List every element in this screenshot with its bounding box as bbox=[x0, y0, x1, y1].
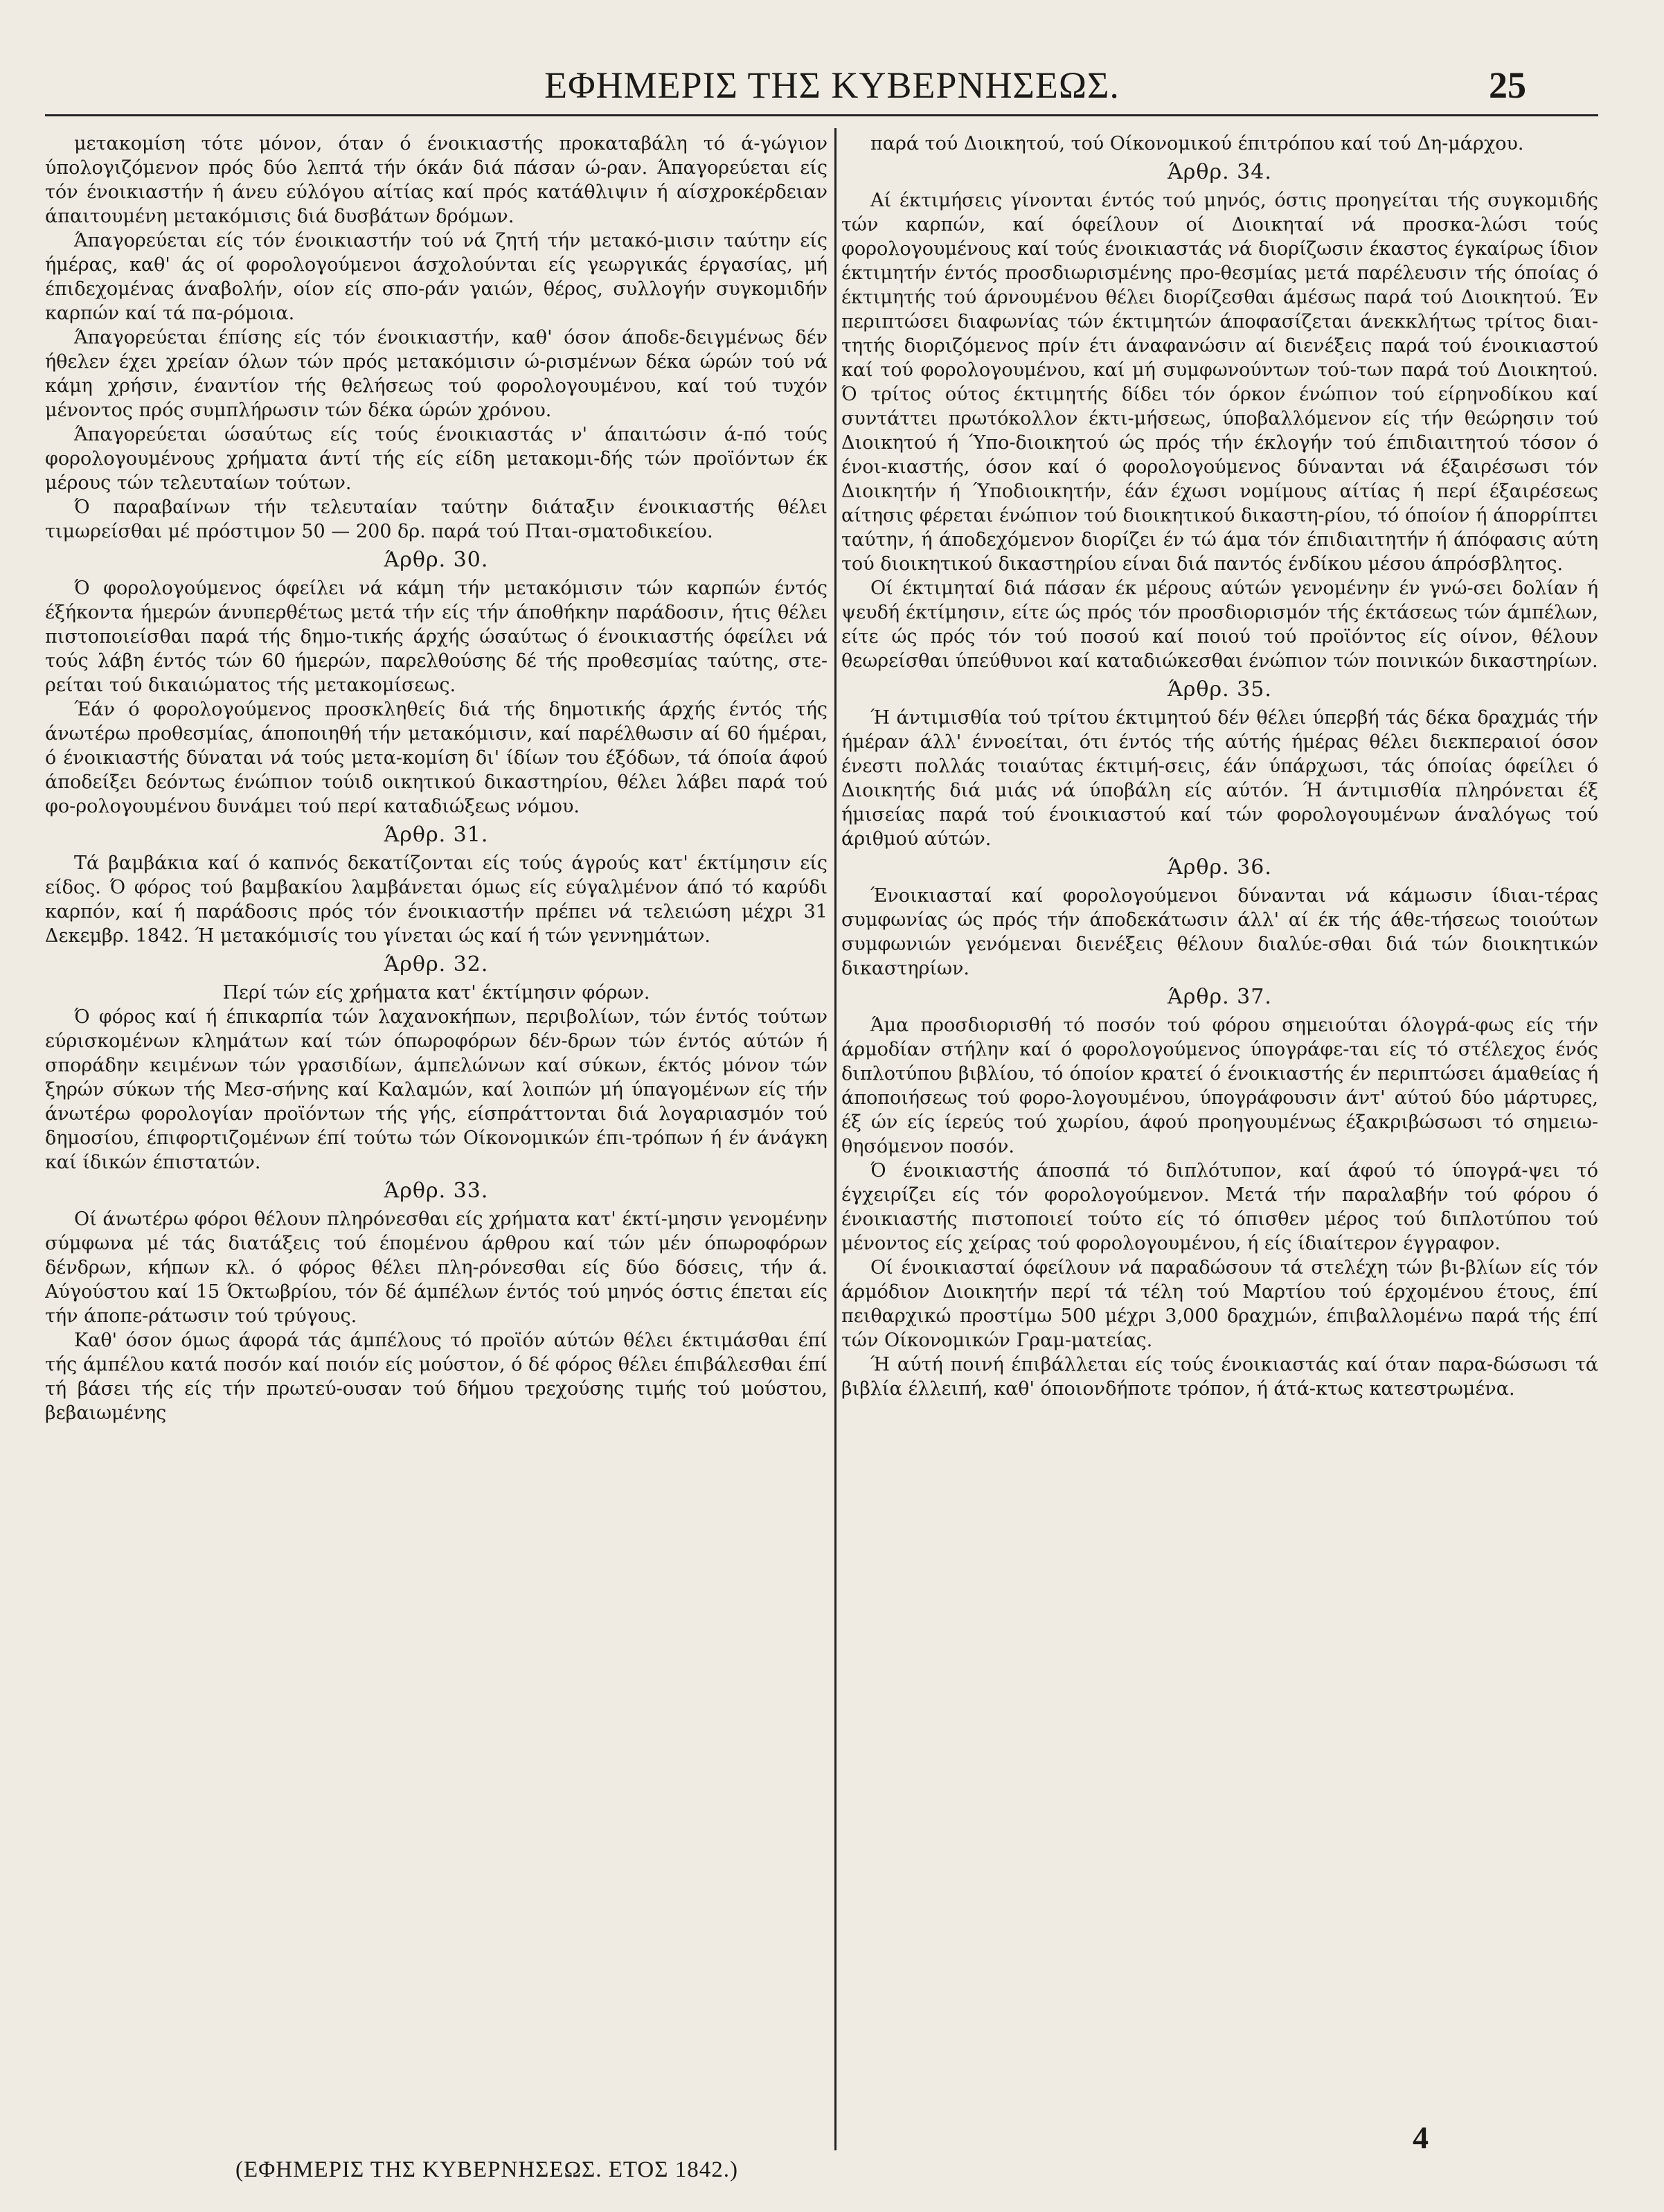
article-heading: Άρθρ. 30. bbox=[384, 548, 489, 572]
paragraph: Ό φόρος καί ή έπικαρπία τών λαχανοκήπων, περιβολίων, τών έντός τούτων εύρισκομένων κλημάτων καί τών όπωροφόρων δέν-δρων τών έντός αύτών ή σποράδην κειμένων τών γρασιδίων, άμπελώνων καί σύκων, έκτός μόνον τών ξηρών σύκων τής Μεσ-σήνης καί Καλαμών, καί λοιπών μή ύπαγομένων είς τήν άνωτέρω φορολογίαν προϊόντων τής γής, είσπράττονται διά λογαριασμόν τού δημοσίου, έπιφορτιζομένων έπί τούτω τών Οίκονομικών έπι-τρόπων ή έν άνάγκη καί ίδικών έπιστατών. bbox=[45, 1006, 827, 1173]
paragraph: Άμα προσδιορισθή τό ποσόν τού φόρου σημειούται όλογρά-φως είς τήν άρμοδίαν στήλην καί ό φορολογούμενος ύπογράφε-ται είς τό στέλεχος ένός διπλοτύπου βιβλίου, τό όποίον κρατεί ό ένοικιαστής έν περιπτώσει άμαθείας ή άποποιήσεως τού φορο-λογουμένου, ύπογράφουσιν άντ' αύτού δύο μάρτυρες, έξ ών είς ίερεύς τού χωρίου, άφού προηγουμένως έξακριβώσωσι τό σημειω-θησόμενον ποσόν. bbox=[841, 1015, 1598, 1157]
article-heading: Άρθρ. 33. bbox=[384, 1179, 489, 1203]
paragraph: Άπαγορεύεται ώσαύτως είς τούς ένοικιαστάς ν' άπαιτώσιν ά-πό τούς φορολογουμένους χρήματα άντί τής είς είδη μετακομι-δής τών προϊόντων έκ μέρους τών τελευταίων τούτων. bbox=[45, 424, 827, 494]
paragraph: παρά τού Διοικητού, τού Οίκονομικού έπιτρόπου καί τού Δη-μάρχου. bbox=[870, 133, 1524, 154]
paragraph: Ή άντιμισθία τού τρίτου έκτιμητού δέν θέλει ύπερβή τάς δέκα δραχμάς τήν ήμέραν άλλ' έννοείται, ότι έντός τής αύτής ήμέρας θέλει διεκπεραιοί όσον ένεστι πολλάς τοιαύτας έκτιμή-σεις, έάν ύπάρχωσι, τάς όποίας όφείλει ό Διοικητής διά μιάς νά ύποβάλη είς αύτόν. Ή άντιμισθία πληρόνεται έξ ήμισείας παρά τού ένοικιαστού καί τών φορολογουμένων άναλόγως τού άριθμού αύτών. bbox=[841, 707, 1598, 850]
left-column bbox=[45, 132, 827, 2185]
paragraph: Τά βαμβάκια καί ό καπνός δεκατίζονται είς τούς άγρούς κατ' έκτίμησιν είς είδος. Ό φόρος τού βαμβακίου λαμβάνεται όμως είς εύγαλμένον άπό τό καρύδι καρπόν, καί ή παράδοσις πρός τόν ένοικιαστήν πρέπει νά τελειώση μέχρι 31 Δεκεμβρ. 1842. Ή μετακόμισίς του γίνεται ώς καί ή τών γεννημάτων. bbox=[45, 853, 827, 947]
article-heading: Άρθρ. 31. bbox=[384, 823, 489, 847]
signature-number: 4 bbox=[1413, 2120, 1429, 2155]
paragraph: Άπαγορεύεται είς τόν ένοικιαστήν τού νά ζητή τήν μετακό-μισιν ταύτην είς ήμέρας, καθ' άς οί φορολογούμενοι άσχολούνται είς γεωργικάς έργασίας, μή έπιδεχομένας άναβολήν, οίον είς σπο-ράν γαιών, θέρος, συλλογήν συγκομιδήν καρπών καί τά πα-ρόμοια. bbox=[45, 230, 827, 324]
paragraph: Οί ένοικιασταί όφείλουν νά παραδώσουν τά στελέχη τών βι-βλίων είς τόν άρμόδιον Διοικητήν περί τά τέλη τού Μαρτίου τού έρχομένου έτους, έπί πειθαρχικώ προστίμω 500 μέχρι 3,000 δραχμών, έπιβαλλομένω παρά τής έπί τών Οίκονομικών Γραμ-ματείας. bbox=[841, 1257, 1598, 1351]
article-heading: Άρθρ. 35. bbox=[1168, 677, 1272, 702]
paragraph: Οί άνωτέρω φόροι θέλουν πληρόνεσθαι είς χρήματα κατ' έκτί-μησιν γενομένην σύμφωνα μέ τάς διατάξεις τού έπομένου άρθρου καί τών μέν όπωροφόρων δένδρων, κήπων κλ. ό φόρος θέλει πλη-ρόνεσθαι είς δύο δόσεις, τήν ά. Αύγούστου καί 15 Όκτωβρίου, τόν δέ άμπέλων έντός τού μηνός όστις έπεται είς τήν άποπε-ράτωσιν τού τρύγους. bbox=[45, 1208, 827, 1327]
header-rule bbox=[45, 114, 1598, 116]
paragraph: Οί έκτιμηταί διά πάσαν έκ μέρους αύτών γενομένην έν γνώ-σει δολίαν ή ψευδή έκτίμησιν, είτε ώς πρός τόν προσδιορισμόν τής έκτάσεως τών άμπέλων, είτε ώς πρός τόν τού ποσού καί ποιού τού προϊόντος είς οίνον, θέλουν θεωρείσθαι ύπεύθυνοι καί καταδιώκεσθαι ένώπιον τών ποινικών δικαστηρίων. bbox=[841, 578, 1598, 672]
paragraph: Ό φορολογούμενος όφείλει νά κάμη τήν μετακόμισιν τών καρπών έντός έξήκοντα ήμερών άνυπερθέτως μετά τήν είς τήν άποθήκην παράδοσιν, ήτις θέλει πιστοποιείσθαι παρά τής δημο-τικής άρχής ώσαύτως ό ένοικιαστής όφείλει νά τούς λάβη έντός τών 60 ήμερών, παρελθούσης δέ τής προθεσμίας ταύτης, στε-ρείται τού δικαιώματος τής μετακομίσεως. bbox=[45, 578, 827, 696]
paragraph: Καθ' όσον όμως άφορά τάς άμπέλους τό προϊόν αύτών θέλει έκτιμάσθαι έπί τής άμπέλου κατά ποσόν καί ποιόν είς μούστον, ό δέ φόρος θέλει έπιβάλεσθαι έπί τή βάσει τής είς τήν πρωτεύ-ουσαν τού δήμου τρεχούσης τιμής τού μούστου, βεβαιωμένης bbox=[45, 1330, 827, 1424]
section-subheading: Περί τών είς χρήματα κατ' έκτίμησιν φόρων. bbox=[222, 982, 650, 1004]
paragraph: Ή αύτή ποινή έπιβάλλεται είς τούς ένοικιαστάς καί όταν παρα-δώσωσι τά βιβλία έλλειπή, καθ' όποιονδήποτε τρόπον, ή άτά-κτως κατεστρωμένα. bbox=[841, 1354, 1598, 1400]
paragraph: Ό ένοικιαστής άποσπά τό διπλότυπον, καί άφού τό ύπογρά-ψει τό έγχειρίζει είς τόν φορολογούμενον. Μετά τήν παραλαβήν τού φόρου ό ένοικιαστής πιστοποιεί τούτο είς τό όπισθεν μέρος τού διπλοτύπου τού μένοντος είς χείρας τού φορολογουμένου, ή είς ίδιαίτερον έγγραφον. bbox=[841, 1160, 1598, 1254]
page-number: 25 bbox=[1489, 64, 1526, 106]
paragraph: Άπαγορεύεται έπίσης είς τόν ένοικιαστήν, καθ' όσον άποδε-δειγμένως δέν ήθελεν έχει χρείαν όλων τών πρός μετακόμισιν ώ-ρισμένων δέκα ώρών τού νά κάμη χρήσιν, έναντίον τής θελήσεως τού φορολογουμένου, καί τού τυχόν μένοντος πρός συμπλήρωσιν τών δέκα ώρών χρόνου. bbox=[45, 327, 827, 421]
article-heading: Άρθρ. 37. bbox=[1168, 985, 1272, 1009]
page-footer: (ΕΦΗΜΕΡΙΣ ΤΗΣ ΚΥΒΕΡΝΗΣΕΩΣ. ΕΤΟΣ 1842.) bbox=[235, 2157, 738, 2182]
paragraph: Έάν ό φορολογούμενος προσκληθείς διά τής δημοτικής άρχής έντός τής άνωτέρω προθεσμίας, άποποιηθή τήν μετακόμισιν, καί παρέλθωσιν αί 60 ήμέραι, ό ένοικιαστής δύναται νά τούς μετα-κομίση δι' ίδίων του έξόδων, τά όποία άφού άποδείξει δεόντως ένώπιον τούιδ οικητικού δικαστηρίου, θέλει λάβει παρά τού φο-ρολογουμένου δυνάμει τού περί καταδιώξεως νόμου. bbox=[45, 699, 827, 817]
column-divider bbox=[834, 128, 837, 2150]
article-heading: Άρθρ. 36. bbox=[1168, 855, 1272, 880]
paragraph: Ένοικιασταί καί φορολογούμενοι δύνανται νά κάμωσιν ίδιαι-τέρας συμφωνίας ώς πρός τήν άποδεκάτωσιν άλλ' αί έκ τής άθε-τήσεως τοιούτων συμφωνιών γενόμεναι διενέξεις θέλουν διαλύε-σθαι διά τών διοικητικών δικαστηρίων. bbox=[841, 885, 1598, 979]
paragraph: Ό παραβαίνων τήν τελευταίαν ταύτην διάταξιν ένοικιαστής θέλει τιμωρείσθαι μέ πρόστιμον 50 — 200 δρ. παρά τού Πται-σματοδικείου. bbox=[45, 497, 827, 542]
page-header-title: ΕΦΗΜΕΡΙΣ ΤΗΣ ΚΥΒΕΡΝΗΣΕΩΣ. bbox=[544, 64, 1120, 106]
paragraph: Αί έκτιμήσεις γίνονται έντός τού μηνός, όστις προηγείται τής συγκομιδής τών καρπών, καί όφείλουν οί Διοικηταί νά προσκα-λώσι τούς φορολογουμένους καί τούς ένοικιαστάς νά διορίζωσιν έκαστος έγκαίρως ίδιον έκτιμητήν έντός προσδιωρισμένης προ-θεσμίας μετά παρέλευσιν τής όποίας ό έκτιμητής τού άρνουμένου θέλει διορίζεσθαι άμέσως παρά τού Διοικητού. Έν περιπτώσει διαφωνίας τών έκτιμητών άποφασίζεται άνεκκλήτως τρίτος διαι-τητής διοριζόμενος πρίν έτι άναφανώσιν αί διενέξεις παρά τού ένοικιαστού καί τού φορολογουμένου, καί μή συμφωνούντων τού-των παρά τού Διοικητού. Ό τρίτος ούτος έκτιμητής δίδει τόν όρκον ένώπιον τού είρηνοδίκου καί συντάττει πρωτόκολλον έκτι-μήσεως, ύποβαλλόμενον είς τήν θεώρησιν τού Διοικητού ή Ύπο-διοικητού ώς πρός τήν έκλογήν τού έπιδιαιτητού τόσον ό ένοι-κιαστής, όσον καί ό φορολογούμενος δύνανται νά έξαιρέσωσι τόν Διοικητήν ή Ύποδιοικητήν, έάν έχωσι νομίμους αίτίας ή περί έξαιρέσεως αίτησις φέρεται ένώπιον τού διοικητικού δικαστη-ρίου, τό όποίον ή άπορρίπτει ταύτην, ή άποδεχόμενον διορίζει έν τώ άμα τόν έπιδιαιτητήν ή άπόφασις αύτη τού διοικητικού δικαστηρίου είναι διά παντός ένδίκου μέσου άπρόσβλητος. bbox=[841, 190, 1598, 575]
right-column bbox=[841, 132, 1598, 2185]
paragraph: μετακομίση τότε μόνον, όταν ό ένοικιαστής προκαταβάλη τό ά-γώγιον ύπολογιζόμενον πρός δύο λεπτά τήν όκάν διά πάσαν ώ-ραν. Άπαγορεύεται είς τόν ένοικιαστήν ή άνευ εύλόγου αίτίας καί πρός κατάθλιψιν ή αίσχροκέρδειαν άπαιτουμένη μετακόμισις διά δυσβάτων δρόμων. bbox=[45, 133, 827, 227]
article-heading: Άρθρ. 34. bbox=[1168, 160, 1272, 184]
article-heading: Άρθρ. 32. bbox=[384, 952, 489, 976]
